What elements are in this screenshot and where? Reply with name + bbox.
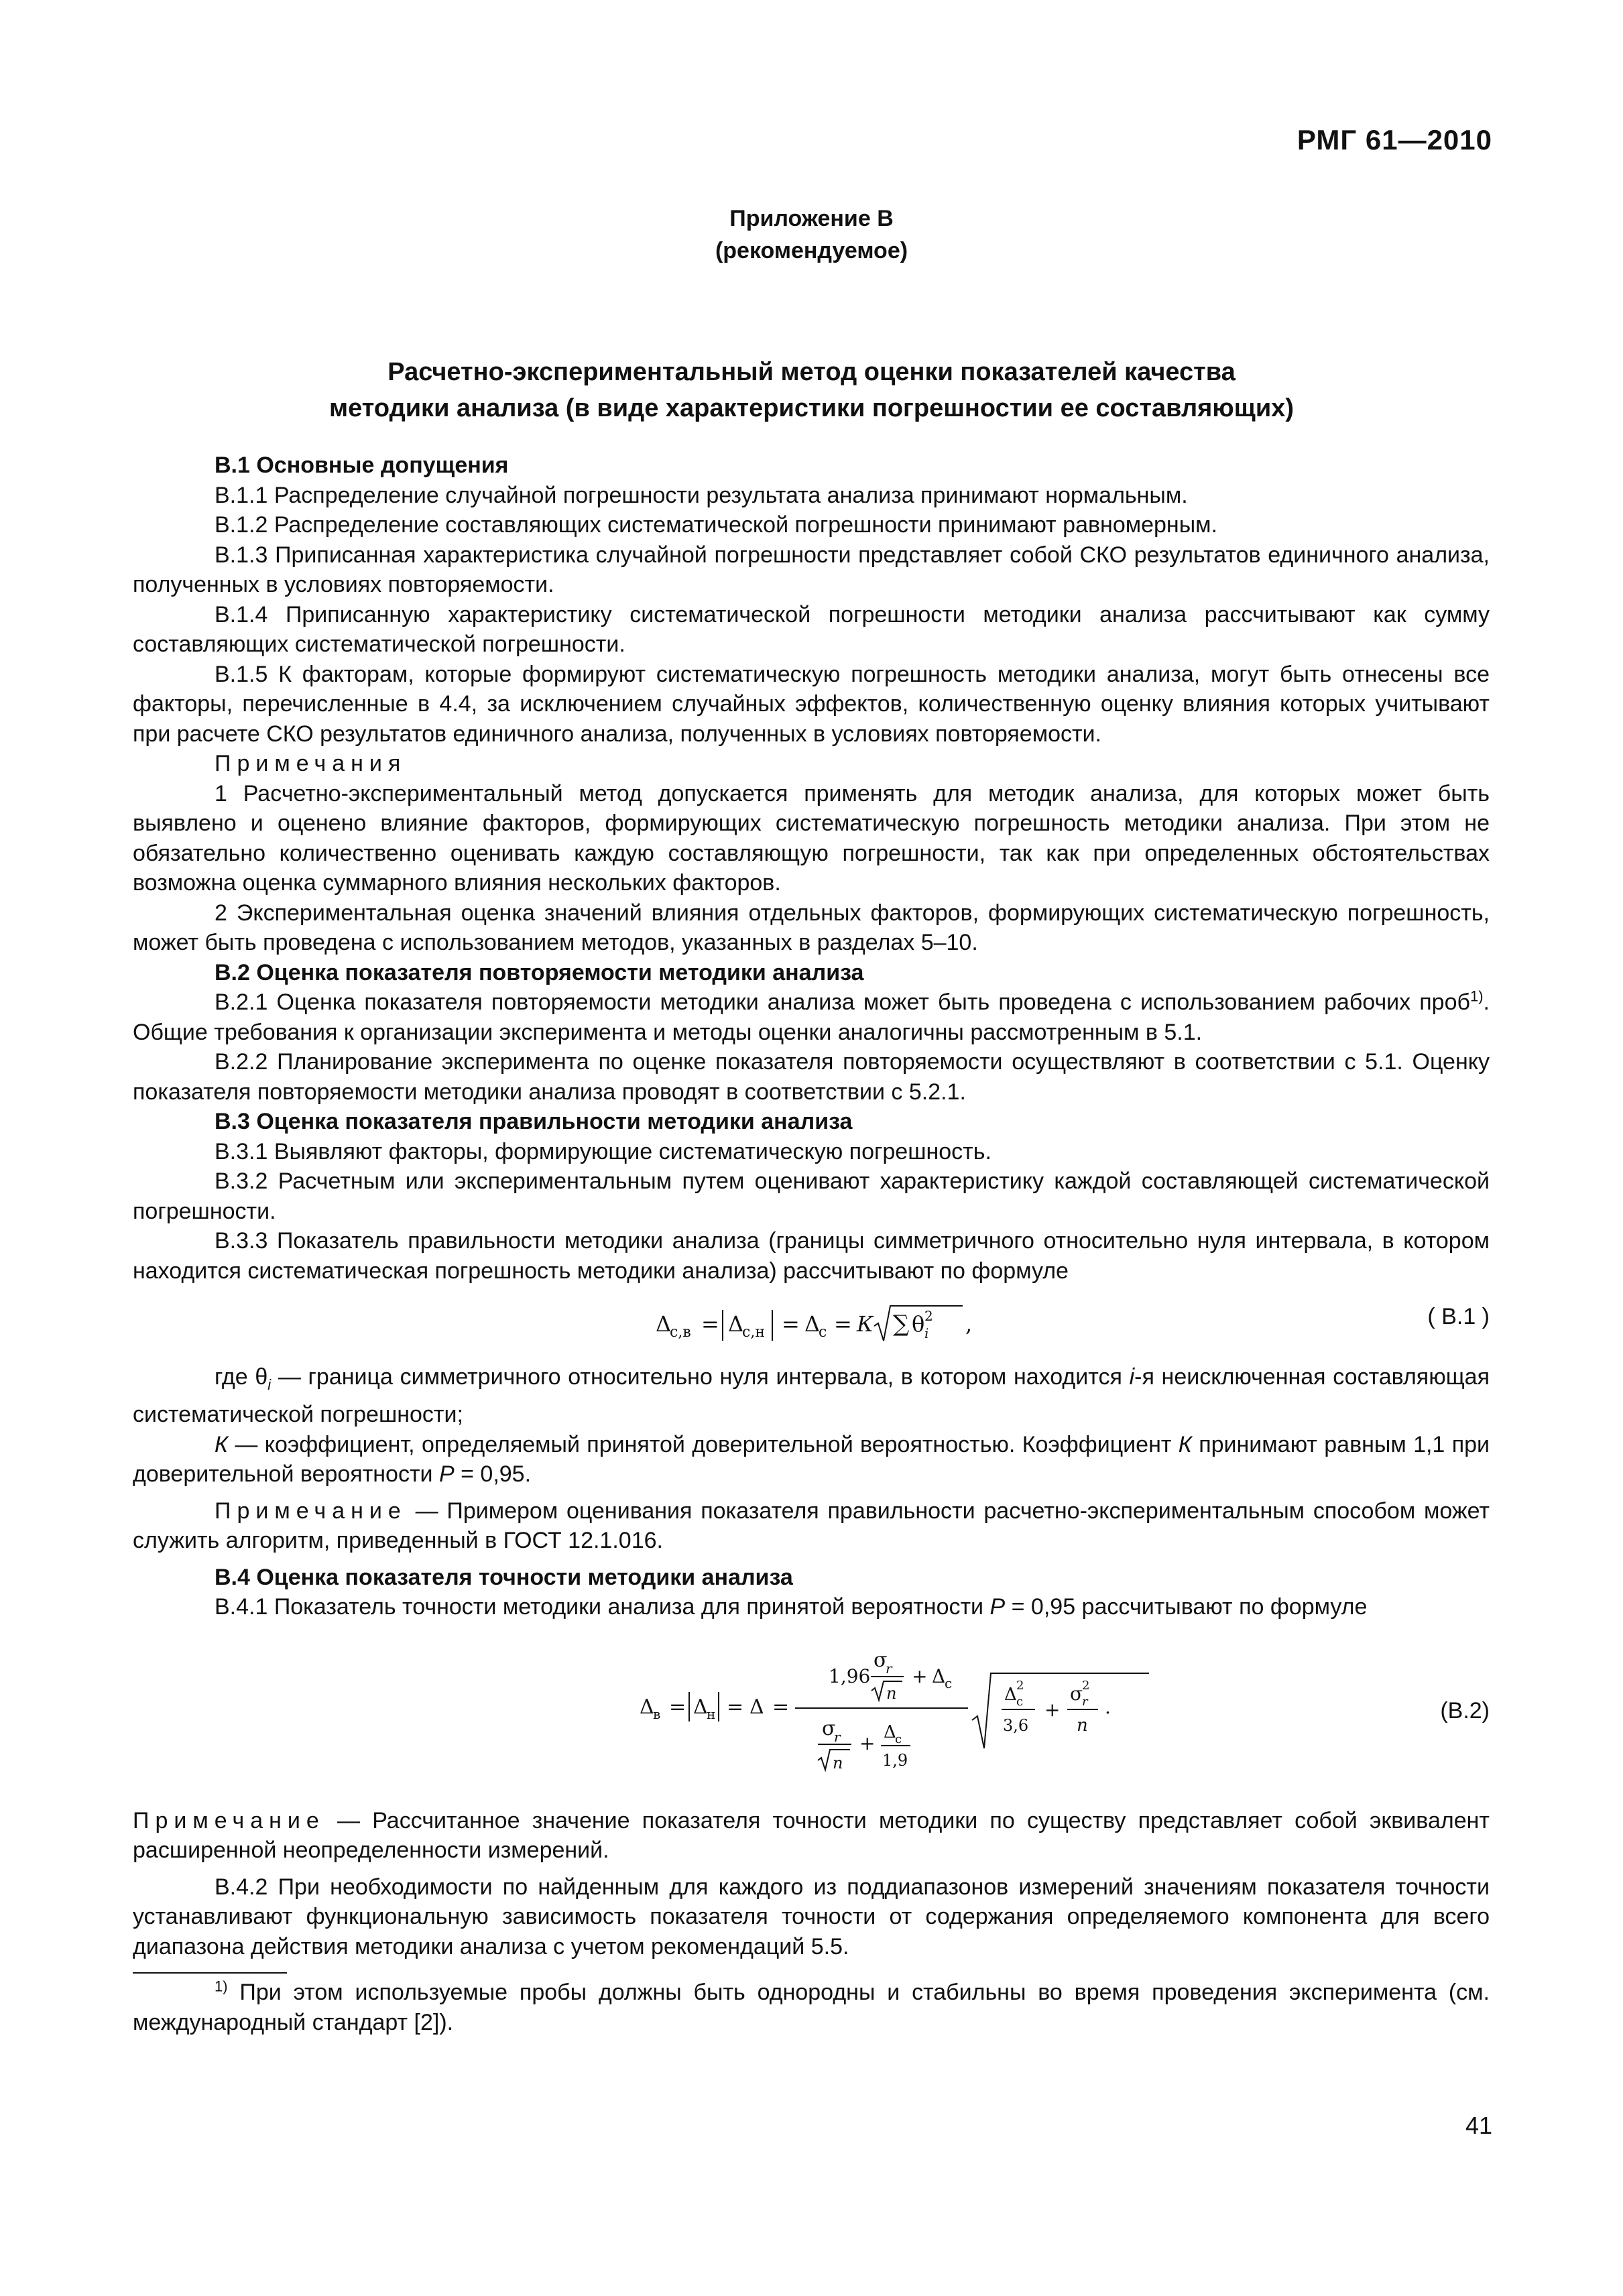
paragraph-b4-1-text-end: = 0,95 рассчитывают по формуле [1005, 1594, 1368, 1620]
section-heading-b3: В.3 Оценка показателя правильности методики анализа [215, 1109, 853, 1134]
svg-text:.: . [1105, 1695, 1111, 1718]
notes-label-text: Примечания [215, 751, 407, 776]
svg-text:с: с [945, 1675, 953, 1691]
svg-text:=: = [834, 1311, 852, 1337]
svg-text:=: = [727, 1695, 744, 1719]
where-i-rest: -я неисключенная составляющая систематической погрешности; [133, 1364, 1490, 1428]
svg-text:=: = [772, 1695, 790, 1719]
where-theta-definition [133, 1362, 1490, 1430]
svg-text:2: 2 [924, 1308, 933, 1324]
where-theta-rest: — граница симметричного относительно нуля интервала, в котором находится [271, 1364, 1130, 1390]
p-variable-b4: Р [989, 1594, 1006, 1620]
svg-text:Δ: Δ [656, 1311, 672, 1337]
paragraph-b2-1-text-end: . Общие требования к организации эксперимента и методы оценки аналогичны рассмотренным в 5.1. [133, 989, 1490, 1045]
paragraph-b2-1-text: В.2.1 Оценка показателя повторяемости методики анализа может быть проведена с использованием рабочих проб [215, 989, 1470, 1015]
svg-text:r: r [886, 1660, 892, 1677]
paragraph-b4-1 [133, 1592, 1490, 1622]
where-theta-subscript: i [267, 1376, 272, 1393]
section-heading-b2: В.2 Оценка показателя повторяемости методики анализа [215, 959, 864, 985]
svg-text:=: = [782, 1311, 800, 1337]
svg-text:∑: ∑ [893, 1311, 910, 1337]
footnote-text: При этом используемые пробы должны быть однородны и стабильны во время проведения эксперимента (см. международный стандарт [2]). [133, 1980, 1490, 2035]
formula-b2-number: (В.2) [1440, 1697, 1490, 1724]
footnote-separator [133, 1972, 287, 1974]
svg-text:2: 2 [1016, 1678, 1024, 1693]
svg-text:n: n [1077, 1715, 1088, 1736]
note-b3 [133, 1496, 1490, 1556]
paragraph-b1-1: В.1.1 Распределение случайной погрешности результата анализа принимают нормальным. [215, 482, 1188, 508]
svg-text:с,в: с,в [670, 1324, 691, 1341]
appendix-title [0, 354, 1623, 426]
formula-b1-svg [656, 1301, 977, 1347]
note-1: 1 Расчетно-экспериментальный метод допускается применять для методик анализа, для которых может быть выявлено и оценено влияние факторов, формирующих систематическую погрешность методики анализа. При этом не обязательно количественно оценивать каждую составляющую погрешности, так как при определенных обстоятельствах возможна оценка суммарного влияния нескольких факторов. [133, 780, 1490, 896]
note-b4-text: — Рассчитанное значение показателя точности методики по существу представляет собой эквивалент расширенной неопределенности измерений. [133, 1807, 1490, 1864]
svg-text:+: + [1044, 1698, 1061, 1721]
svg-text:σ: σ [1070, 1682, 1083, 1705]
formula-b2-svg [508, 1634, 1152, 1786]
svg-text:Δ: Δ [1004, 1684, 1017, 1705]
svg-text:Δ: Δ [728, 1311, 744, 1337]
svg-text:с: с [819, 1324, 827, 1341]
title-line-2: методики анализа (в виде характеристики погрешностии ее составляющих) [329, 394, 1294, 422]
svg-text:1,96: 1,96 [829, 1665, 871, 1687]
svg-text:=: = [701, 1311, 719, 1337]
appendix-label: Приложение В [729, 206, 894, 231]
svg-text:К: К [857, 1311, 874, 1337]
note-b4 [133, 1806, 1490, 1866]
svg-text:1,9: 1,9 [882, 1750, 908, 1770]
document-body [133, 450, 1490, 2037]
k-definition-text-2: принимают равным 1,1 при доверительной вероятности [133, 1431, 1490, 1488]
k-variable: К [215, 1431, 229, 1457]
svg-text:н: н [707, 1705, 716, 1722]
k-definition-text: — коэффициент, определяемый принятой доверительной вероятностью. Коэффициент [228, 1431, 1179, 1457]
footnote-reference: 1) [1469, 987, 1484, 1005]
paragraph-b3-1: В.3.1 Выявляют факторы, формирующие систематическую погрешность. [215, 1138, 991, 1164]
paragraph-b2-2: В.2.2 Планирование эксперимента по оценке показателя повторяемости осуществляют в соответствии с 5.1. Оценку показателя повторяемости методики анализа проводят в соответствии с 5.2.1. [133, 1049, 1490, 1105]
note-2: 2 Экспериментальная оценка значений влияния отдельных факторов, формирующих систематическую погрешность, может быть проведена с использованием методов, указанных в разделах 5–10. [133, 900, 1490, 955]
formula-b1-number: ( В.1 ) [1427, 1304, 1490, 1329]
svg-text:Δ: Δ [693, 1695, 708, 1719]
svg-text:Δ: Δ [640, 1695, 654, 1719]
k-variable-2: К [1178, 1431, 1192, 1457]
paragraph-b3-3: В.3.3 Показатель правильности методики анализа (границы симметричного относительно нуля интервала, в котором находится систематическая погрешность методики анализа) рассчитывают по формуле [133, 1228, 1490, 1284]
svg-text:r: r [1082, 1694, 1088, 1709]
svg-text:в: в [653, 1705, 661, 1722]
svg-text:с: с [895, 1732, 902, 1746]
svg-text:+: + [859, 1732, 876, 1754]
svg-text:с: с [1016, 1694, 1024, 1709]
svg-text:Δ: Δ [749, 1695, 764, 1719]
svg-text:n: n [886, 1683, 897, 1703]
page-number: 41 [1465, 2112, 1492, 2139]
svg-text:Δ: Δ [884, 1721, 896, 1742]
footnote [133, 1978, 1490, 2037]
svg-text:i: i [924, 1325, 929, 1341]
paragraph-b1-2: В.1.2 Распределение составляющих систематической погрешности принимают равномерным. [215, 512, 1217, 538]
note-b4-label: Примечание [133, 1807, 325, 1833]
svg-text:σ: σ [822, 1716, 836, 1740]
appendix-heading [0, 202, 1623, 267]
svg-text:=: = [669, 1695, 686, 1719]
section-heading-b4: В.4 Оценка показателя точности методики анализа [215, 1564, 793, 1590]
svg-text:Δ: Δ [804, 1311, 821, 1337]
svg-text:θ: θ [912, 1311, 925, 1337]
paragraph-b1-3: В.1.3 Приписанная характеристика случайной погрешности представляет собой СКО результатов единичного анализа, полученных в условиях повторяемости. [133, 542, 1490, 597]
formula-b2 [133, 1634, 1490, 1786]
paragraph-b1-5: В.1.5 К факторам, которые формируют систематическую погрешность методики анализа, могут быть отнесены все факторы, перечисленные в 4.4, за исключением случайных эффектов, количественную оценку влияния которых учитывают при расчете СКО результатов единичного анализа, полученных в условиях повторяемости. [133, 661, 1490, 747]
paragraph-b1-4: В.1.4 Приписанную характеристику систематической погрешности методики анализа рассчитывают как сумму составляющих систематической погрешности. [133, 601, 1490, 657]
p-value-text: = 0,95. [454, 1461, 532, 1488]
appendix-status: (рекомендуемое) [715, 238, 908, 263]
section-heading-b1: В.1 Основные допущения [215, 452, 509, 478]
svg-text:n: n [833, 1753, 843, 1772]
paragraph-b2-1 [133, 987, 1490, 1047]
formula-b1-expression [656, 1301, 977, 1355]
note-b3-text: — Примером оценивания показателя правильности расчетно-экспериментальным способом может служить алгоритм, приведенный в ГОСТ 12.1.016. [133, 1498, 1490, 1554]
svg-text:σ: σ [874, 1648, 888, 1672]
where-theta-text: где θ [215, 1364, 268, 1390]
svg-text:,: , [965, 1311, 973, 1337]
p-variable: Р [438, 1461, 455, 1488]
where-i-variable: i [1129, 1364, 1135, 1390]
formula-b1 [133, 1292, 1490, 1353]
paragraph-b4-2: В.4.2 При необходимости по найденным для каждого из поддиапазонов измерений значениям показателя точности устанавливают функциональную зависимость показателя точности от содержания определяемого компонента для всего диапазона действия методики анализа с учетом рекомендаций 5.5. [133, 1874, 1490, 1959]
svg-text:2: 2 [1082, 1678, 1090, 1693]
paragraph-b4-1-text: В.4.1 Показатель точности методики анализа для принятой вероятности [215, 1594, 990, 1620]
title-line-1: Расчетно-экспериментальный метод оценки показателей качества [387, 358, 1236, 386]
note-b3-label: Примечание [215, 1498, 407, 1524]
notes-label [133, 749, 1490, 779]
svg-text:+: + [912, 1665, 928, 1687]
footnote-mark: 1) [215, 1978, 228, 1995]
paragraph-b3-2: В.3.2 Расчетным или экспериментальным путем оценивают характеристику каждой составляющей систематической погрешности. [133, 1168, 1490, 1224]
where-k-definition [133, 1430, 1490, 1490]
svg-text:r: r [834, 1728, 841, 1745]
document-code: РМГ 61—2010 [1297, 124, 1492, 156]
svg-text:с,н: с,н [742, 1324, 765, 1341]
svg-text:3,6: 3,6 [1003, 1715, 1029, 1735]
svg-text:Δ: Δ [932, 1665, 946, 1687]
